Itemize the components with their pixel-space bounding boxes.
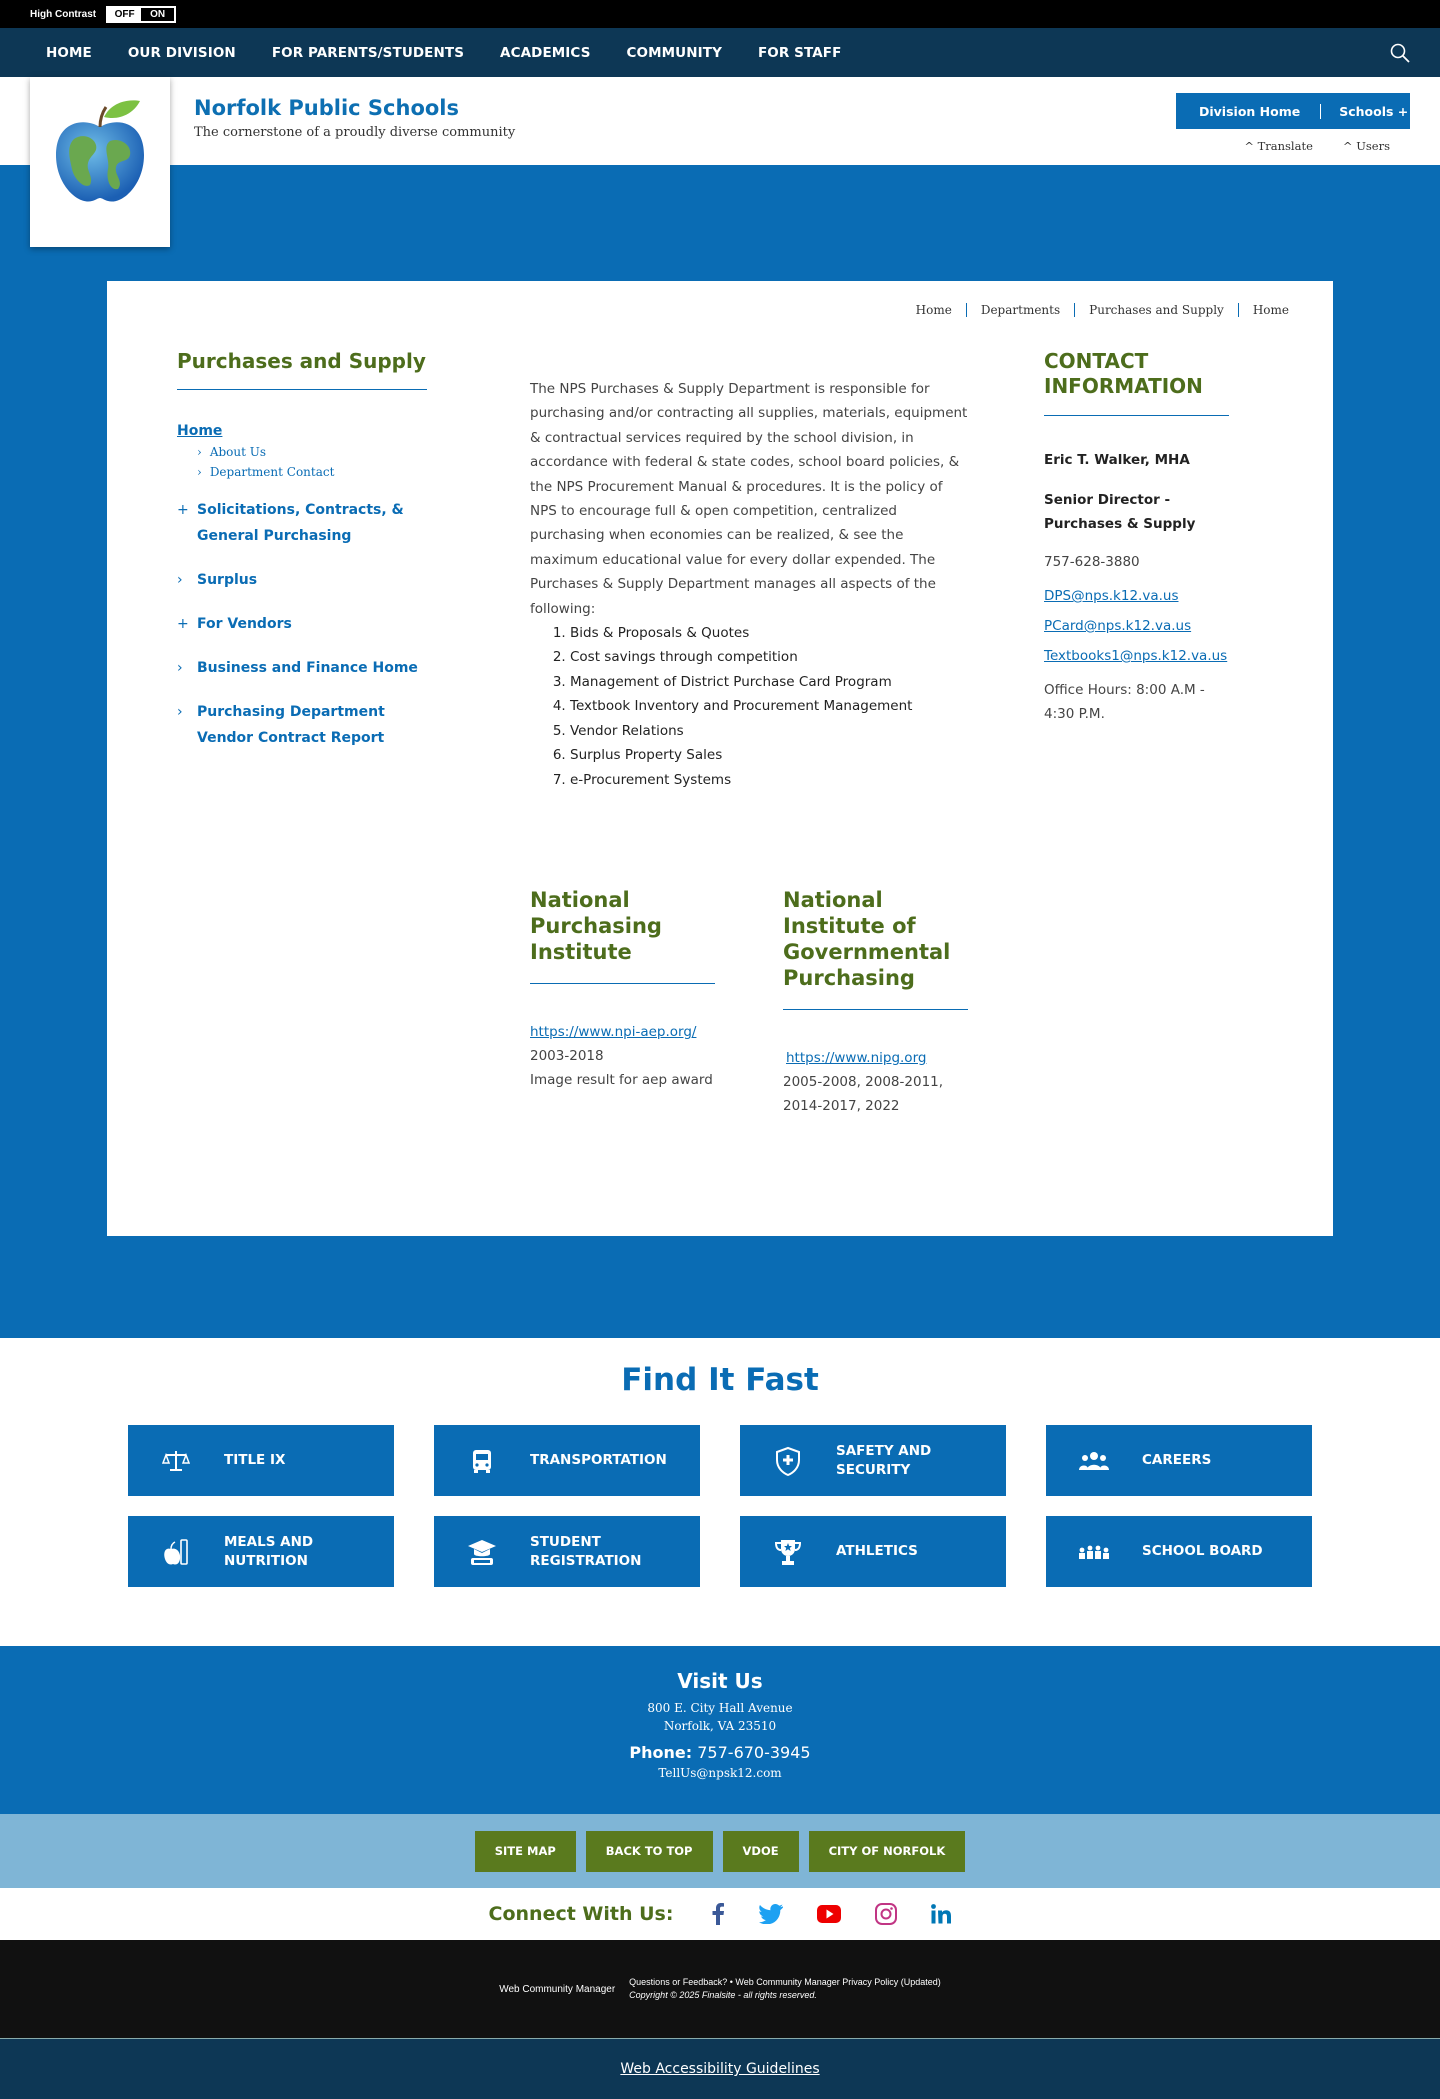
copyright-bar [0,1940,1440,2038]
linkedin-icon[interactable] [931,1904,951,1924]
sidebar-subitem-label: About Us [209,445,267,459]
site-map-button[interactable]: SITE MAP [475,1831,576,1872]
office-hours: Office Hours: 8:00 A.M - 4:30 P.M. [1044,682,1205,722]
main-navigation [0,28,1440,77]
breadcrumb-home[interactable]: Home [915,303,952,317]
award-npi [530,887,715,1092]
scale-icon [128,1449,224,1473]
sidebar-item-label: For Vendors [197,616,292,632]
people-icon [1046,1450,1142,1472]
breadcrumb-current: Home [1238,303,1303,317]
athletics-button[interactable] [740,1516,1006,1587]
graduation-icon [434,1537,530,1567]
users-link[interactable]: ^ Users [1342,139,1390,153]
accessibility-bar [0,2038,1440,2099]
sidebar-subitem-contact[interactable] [197,465,427,479]
list-item: 1. Bids & Proposals & Quotes [570,621,970,645]
phone-number[interactable]: 757-670-3945 [697,1743,811,1762]
page-body [0,165,1440,1338]
transportation-button[interactable] [434,1425,700,1496]
footer-phone [0,1743,1440,1762]
site-header [0,77,1440,165]
email-link-pcard[interactable]: PCard@nps.k12.va.us [1044,618,1192,634]
accessibility-guidelines-link[interactable]: Web Accessibility Guidelines [620,2061,820,2077]
list-item: 7. e-Procurement Systems [570,768,970,792]
bus-icon [434,1447,530,1475]
list-item: 4. Textbook Inventory and Procurement Management [570,694,970,718]
shield-icon [740,1446,836,1476]
sidebar-item-vendors[interactable] [177,611,427,637]
youtube-icon[interactable] [817,1905,841,1923]
site-tagline: The cornerstone of a proudly diverse community [194,125,516,140]
phone-label: Phone: [629,1743,693,1762]
copyright-info [629,1976,941,2002]
visit-title: Visit Us [677,1669,763,1693]
award-link[interactable]: https://www.nipg.org [786,1050,927,1066]
button-label: SAFETY AND SECURITY [836,1442,932,1478]
connect-title: Connect With Us: [488,1903,674,1925]
schools-button[interactable]: Schools + [1339,103,1409,119]
button-label: TITLE IX [224,1452,286,1468]
sidebar-item-label: Surplus [197,572,258,588]
list-item: 5. Vendor Relations [570,719,970,743]
award-years: 2005-2008, 2008-2011, 2014-2017, 2022 [783,1074,944,1114]
award-link[interactable]: https://www.npi-aep.org/ [530,1024,697,1040]
contrast-off[interactable]: OFF [108,8,141,21]
sidebar-nav [177,420,427,751]
contact-name: Eric T. Walker, MHA [1044,452,1190,468]
school-board-button[interactable] [1046,1516,1312,1587]
sidebar-item-label: Business and Finance Home [197,660,418,676]
translate-link[interactable]: ^ Translate [1244,139,1313,153]
button-label: MEALS AND NUTRITION [224,1533,314,1569]
nav-academics[interactable]: ACADEMICS [500,44,591,61]
school-logo[interactable] [30,77,170,247]
find-it-fast-grid [128,1425,1312,1587]
sidebar-subitem-label: Department Contact [209,465,335,479]
twitter-icon[interactable] [759,1904,783,1924]
search-icon[interactable] [1390,43,1410,63]
city-of-norfolk-button[interactable]: CITY OF NORFOLK [809,1831,966,1872]
sidebar-subitem-about[interactable] [197,445,427,459]
header-buttons [1176,93,1410,129]
main-content [530,377,970,792]
web-community-manager-logo[interactable]: Web Community Manager [499,1983,616,1995]
expand-icon: + [177,502,189,518]
award-years: 2003-2018 [530,1048,604,1064]
high-contrast-label: High Contrast [30,8,97,20]
sidebar [177,349,427,751]
trophy-icon [740,1537,836,1567]
chevron-right-icon: › [177,704,183,720]
meals-nutrition-button[interactable] [128,1516,394,1587]
button-label: TRANSPORTATION [530,1452,667,1468]
breadcrumb [902,303,1303,317]
sidebar-title: Purchases and Supply [177,349,427,390]
contact-phone: 757-628-3880 [1044,554,1140,570]
chevron-right-icon: › [177,572,183,588]
sidebar-item-vendor-report[interactable] [177,699,427,751]
button-label: SCHOOL BOARD [1142,1543,1263,1559]
group-icon [1046,1544,1142,1560]
sidebar-item-label: Purchasing Department Vendor Contract Report [197,704,385,746]
address-line-1: 800 E. City Hall Avenue [647,1701,793,1715]
header-links [1244,139,1390,153]
address-line-2: Norfolk, VA 23510 [663,1719,777,1733]
breadcrumb-departments[interactable]: Departments [966,303,1074,317]
breadcrumb-purchases[interactable]: Purchases and Supply [1074,303,1238,317]
find-it-fast-title: Find It Fast [621,1362,819,1398]
chevron-right-icon: › [197,465,202,479]
student-registration-button[interactable] [434,1516,700,1587]
award-title: National Institute of Governmental Purchasing [783,887,968,1010]
nav-home[interactable]: HOME [46,44,92,61]
safety-security-button[interactable] [740,1425,1006,1496]
title-ix-button[interactable] [128,1425,394,1496]
find-it-fast [0,1338,1440,1646]
instagram-icon[interactable] [875,1903,897,1925]
button-label: STUDENT REGISTRATION [530,1533,642,1569]
nav-community[interactable]: COMMUNITY [626,44,722,61]
sidebar-subnav [177,445,427,479]
contact-title: CONTACT INFORMATION [1044,349,1229,416]
vdoe-button[interactable]: VDOE [723,1831,799,1872]
award-title: National Purchasing Institute [530,887,715,984]
sidebar-item-home[interactable]: Home [177,423,223,439]
contact-role: Senior Director - Purchases & Supply [1044,492,1196,532]
chevron-right-icon: › [197,445,202,459]
connect-with-us [0,1888,1440,1940]
email-link-textbooks[interactable]: Textbooks1@nps.k12.va.us [1044,648,1228,664]
sidebar-item-surplus[interactable] [177,567,427,593]
chevron-right-icon: › [177,660,183,676]
button-label: ATHLETICS [836,1543,918,1559]
list-item: 2. Cost savings through competition [570,645,970,669]
nav-parents-students[interactable]: FOR PARENTS/STUDENTS [271,44,465,61]
broken-image-icon: Image result for aep award [530,1072,713,1088]
division-home-button[interactable]: Division Home [1176,104,1321,119]
button-label: CAREERS [1142,1452,1212,1468]
sidebar-item-business-finance[interactable] [177,655,427,681]
sidebar-item-solicitations[interactable] [177,497,427,549]
footer-email[interactable]: TellUs@npsk12.com [658,1766,782,1780]
apple-globe-logo-icon [44,93,156,223]
high-contrast-bar [0,0,1440,28]
contact-panel [1044,349,1229,726]
nav-for-staff[interactable]: FOR STAFF [757,44,842,61]
facebook-icon[interactable] [711,1903,725,1925]
email-link-dps[interactable]: DPS@nps.k12.va.us [1044,588,1179,604]
list-item: 6. Surplus Property Sales [570,743,970,767]
award-nigp [783,887,968,1118]
careers-button[interactable] [1046,1425,1312,1496]
intro-paragraph: The NPS Purchases & Supply Department is responsible for purchasing and/or contracting all supplies, materials, equipment & contractual services required by the school division, in accordance with federal & state codes, school board policies, & the NPS Procurement Manual & procedures. It is the policy of NPS to encourage full & open competition, centralized purchasing when economies can be realized, & see the maximum educational value for every dollar expended. The Purchases & Supply Department manages all aspects of the following: [530,381,968,617]
feedback-links[interactable]: Questions or Feedback? • Web Community Manager Privacy Policy (Updated) [629,1977,941,1987]
copyright-text: Copyright © 2025 Finalsite - all rights reserved. [629,1990,817,2000]
contrast-on[interactable]: ON [141,8,174,21]
expand-icon: + [177,616,189,632]
back-to-top-button[interactable]: BACK TO TOP [586,1831,713,1872]
list-item: 3. Management of District Purchase Card Program [570,670,970,694]
content-card [107,281,1333,1236]
footer-links [0,1814,1440,1888]
nav-our-division[interactable]: OUR DIVISION [127,44,236,61]
responsibilities-list [530,621,970,792]
visit-us [0,1646,1440,1814]
high-contrast-toggle[interactable] [106,6,176,23]
apple-icon [128,1537,224,1567]
sidebar-item-label: Solicitations, Contracts, & General Purchasing [197,502,404,544]
site-name[interactable]: Norfolk Public Schools [194,96,460,120]
